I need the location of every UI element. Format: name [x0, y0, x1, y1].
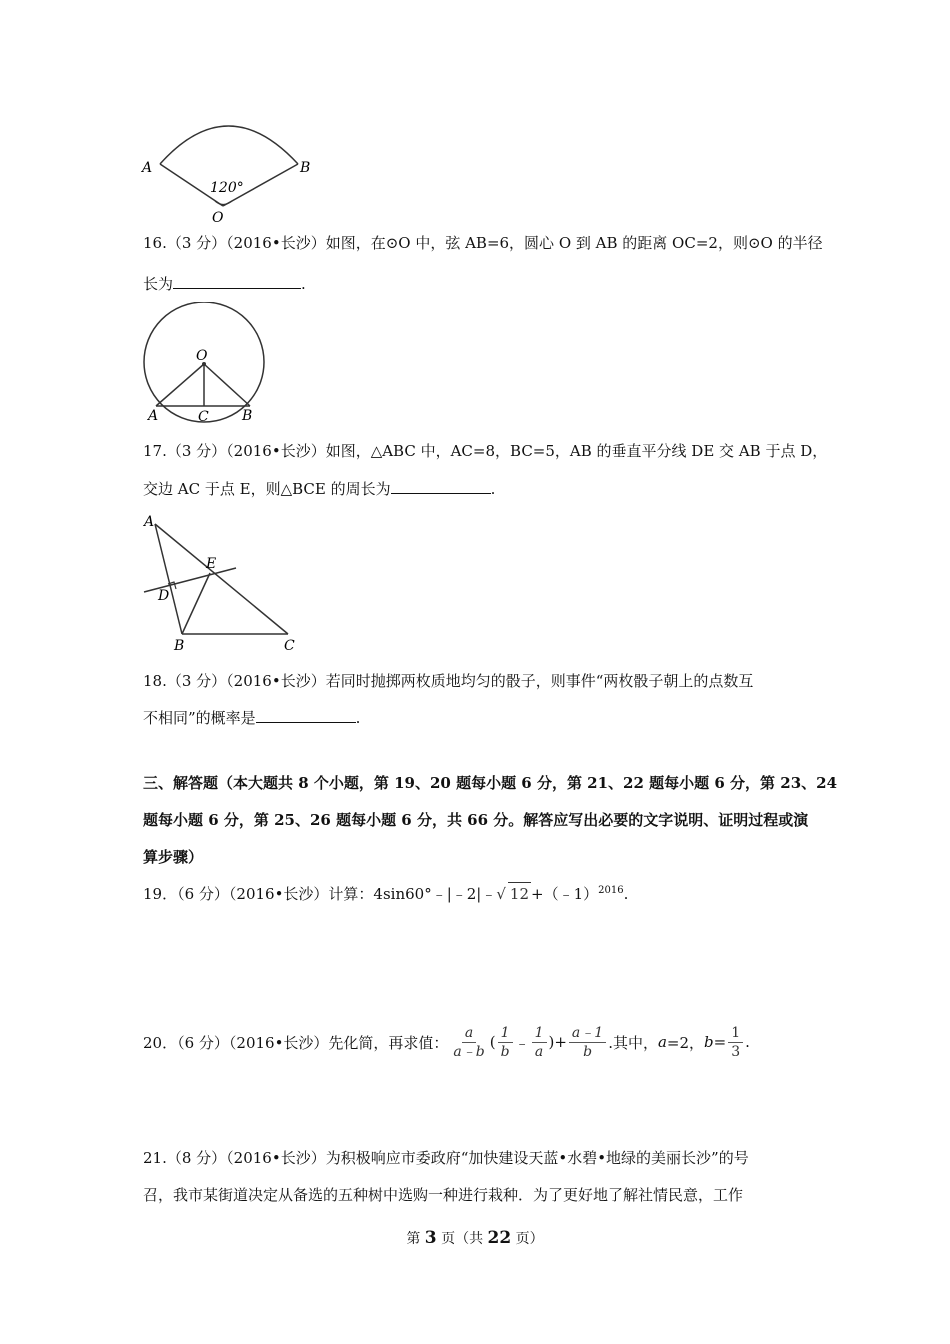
q17-answer-blank[interactable]	[391, 477, 491, 494]
sqrt-symbol: √	[496, 885, 506, 903]
triangle-label-c: C	[284, 638, 295, 654]
q20-f5-num: 1	[728, 1024, 743, 1043]
section3-line1: 三、解答题（本大题共 8 个小题，第 19、20 题每小题 6 分，第 21、22 题每小题 6 分，第 23、24	[143, 774, 838, 792]
q20-fraction-1	[450, 1024, 487, 1061]
segment-ob	[204, 364, 250, 406]
q18-answer-blank[interactable]	[256, 706, 356, 723]
triangle-label-d: D	[158, 588, 170, 604]
q16-line1: 16.（3 分）（2016•长沙）如图，在⊙O 中，弦 AB=6，圆心 O 到 AB 的距离 OC=2，则⊙O 的半径	[143, 234, 823, 252]
q17-line1: 17.（3 分）（2016•长沙）如图，△ABC 中，AC=8，BC=5，AB 的垂直平分线 DE 交 AB 于点 D，	[143, 442, 828, 460]
footer-middle: 页（共	[436, 1231, 488, 1247]
q17-line2-suffix: .	[490, 480, 496, 498]
q16-line2	[143, 272, 306, 295]
q21-line1: 21.（8 分）（2016•长沙）为积极响应市委政府“加快建设天蓝•水碧•地绿的美丽长沙”的号	[143, 1149, 749, 1167]
q20-a-val: =2，	[666, 1033, 705, 1052]
q20-open-paren: (	[489, 1033, 496, 1051]
q19-radicand: 12	[508, 882, 531, 905]
q20-fraction-4	[569, 1024, 606, 1061]
segment-be	[182, 573, 210, 634]
q20-a-var: a	[657, 1033, 667, 1051]
q18-line1: 18.（3 分）（2016•长沙）若同时抛掷两枚质地均匀的骰子，则事件“两枚骰子朝上的点数互	[143, 672, 754, 690]
q20-f3-num: 1	[532, 1024, 547, 1043]
q17-line2	[143, 477, 495, 500]
q20-f1-num: a	[462, 1024, 476, 1043]
sector-label-b: B	[300, 160, 311, 176]
sector-angle-label: 120°	[210, 180, 244, 196]
q20-b-var: b	[704, 1033, 714, 1051]
q19-middle: +（﹣1）	[531, 885, 599, 903]
q20-f2-den: b	[500, 1043, 510, 1060]
q20-f1-den: a﹣b	[453, 1043, 485, 1060]
page-footer	[0, 1228, 950, 1248]
sector-arc	[160, 126, 298, 164]
q20-minus: ﹣	[514, 1033, 530, 1052]
circle-label-o: O	[196, 348, 208, 364]
q16-line2-prefix: 长为	[143, 275, 174, 293]
footer-page-number: 3	[424, 1228, 437, 1248]
q20	[143, 1022, 750, 1062]
q19-prefix: 19．（6 分）（2016•长沙）计算：4sin60°﹣|﹣2|﹣	[143, 885, 497, 903]
triangle-label-e: E	[206, 556, 217, 572]
footer-total-pages: 22	[487, 1228, 512, 1248]
q20-f5-den: 3	[731, 1043, 741, 1060]
segment-oa	[156, 364, 204, 406]
side-ab	[155, 524, 182, 634]
q20-end: .	[745, 1033, 750, 1051]
circle-label-c: C	[198, 409, 209, 425]
q20-fraction-2	[498, 1024, 513, 1061]
q20-f4-num: a﹣1	[569, 1024, 606, 1043]
circle-label-a: A	[148, 408, 159, 424]
sector-label-a: A	[142, 160, 153, 176]
sector-label-o: O	[212, 210, 224, 226]
q20-fraction-3	[532, 1024, 547, 1061]
q16-answer-blank[interactable]	[173, 272, 301, 289]
q20-close-plus: )+	[548, 1033, 567, 1051]
q20-prefix: 20．（6 分）（2016•长沙）先化简，再求值：	[143, 1033, 449, 1052]
side-ac	[155, 524, 288, 634]
section3-line2: 题每小题 6 分，第 25、26 题每小题 6 分，共 66 分。解答应写出必要的文字说明、证明过程或演	[143, 811, 809, 829]
q19-suffix: .	[623, 885, 629, 903]
q19	[143, 880, 628, 905]
q20-b-eq: =	[713, 1033, 727, 1051]
circle-label-b: B	[242, 408, 253, 424]
q17-line2-prefix: 交边 AC 于点 E，则△BCE 的周长为	[143, 480, 391, 498]
circle-figure	[138, 302, 273, 427]
triangle-label-a: A	[144, 514, 155, 530]
sector-figure	[138, 118, 318, 226]
triangle-label-b: B	[174, 638, 185, 654]
q20-tail: .其中，	[608, 1033, 658, 1052]
footer-prefix: 第	[406, 1231, 425, 1247]
q20-f4-den: b	[583, 1043, 593, 1060]
q18-line2	[143, 706, 360, 729]
footer-suffix: 页）	[511, 1231, 544, 1247]
q18-line2-suffix: .	[355, 709, 361, 727]
triangle-figure	[140, 510, 305, 655]
q16-line2-suffix: .	[301, 275, 306, 293]
q21-line2: 召，我市某街道决定从备选的五种树中选购一种进行栽种．为了更好地了解社情民意，工作	[143, 1186, 744, 1204]
q20-fraction-5	[728, 1024, 743, 1061]
section3-line3: 算步骤）	[143, 848, 204, 866]
q19-exponent: 2016	[598, 885, 624, 896]
q20-f3-den: a	[534, 1043, 544, 1060]
q18-line2-prefix: 不相同”的概率是	[143, 709, 256, 727]
q20-f2-num: 1	[498, 1024, 513, 1043]
